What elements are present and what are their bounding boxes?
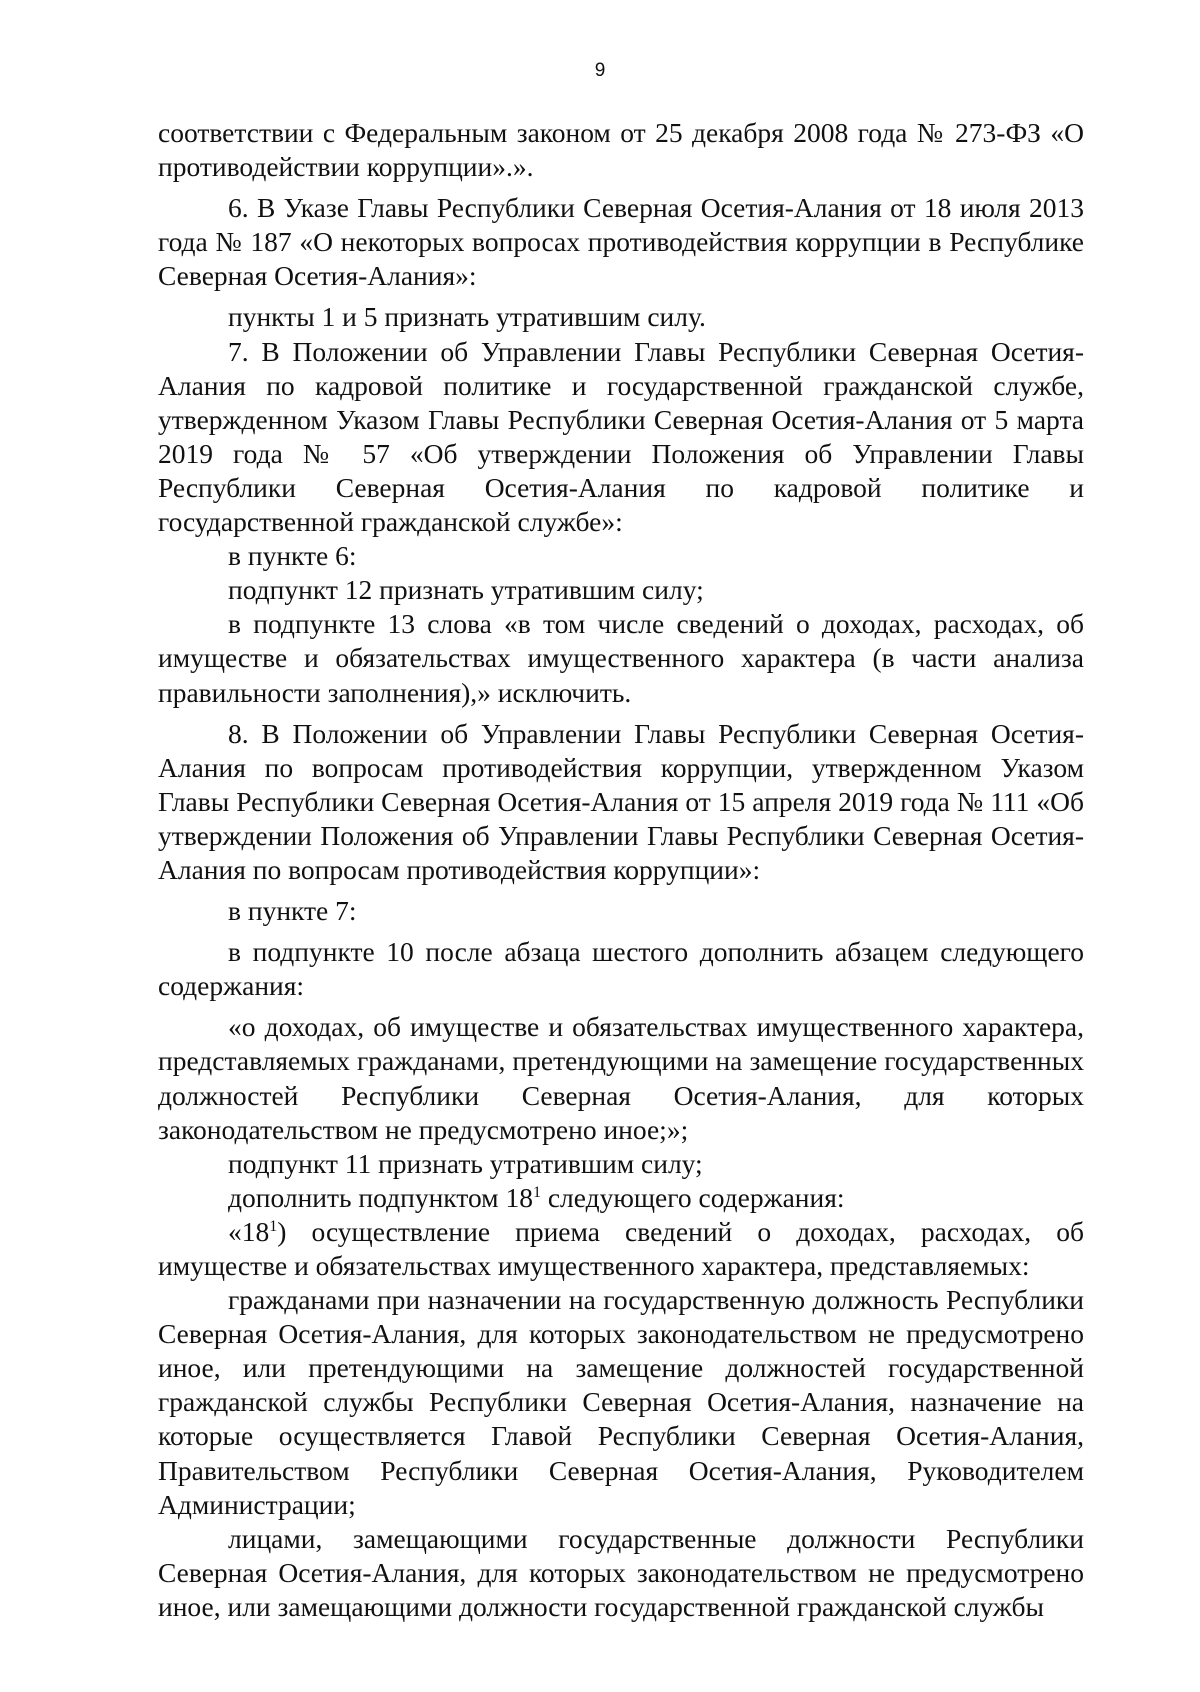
paragraph-item-8-subpoint-10: в подпункте 10 после абзаца шестого дополнить абзацем следующего содержания: [158,936,1084,1002]
paragraph-continuation: соответствии с Федеральным законом от 25 декабря 2008 года № 273-ФЗ «О противодействии коррупции».». [158,117,1084,183]
paragraph-citizens: гражданами при назначении на государственную должность Республики Северная Осетия-Алания, для которых законодательством не предусмотрено иное, или претендующими на замещение должностей государственной гражданской службы Республики Северная Осетия-Алания, назначение на которые осуществляется Главой Республики Северная Осетия-Алания, Правительством Республики Северная Осетия-Алания, Руководителем Администрации; [158,1284,1084,1520]
paragraph-persons: лицами, замещающими государственные должности Республики Северная Осетия-Алания, для которых законодательством не предусмотрено иное, или замещающими должности государственной гражданской службы [158,1522,1084,1622]
superscript: 1 [532,1183,541,1201]
paragraph-item-8: 8. В Положении об Управлении Главы Республики Северная Осетия-Алания по вопросам противодействия коррупции, утвержденном Указом Главы Республики Северная Осетия-Алания от 15 апреля 2019 года № 111 «Об утверждении Положения об Управлении Главы Республики Северная Осетия-Алания по вопросам противодействия коррупции»: [158,717,1084,885]
paragraph-add-subpoint-18-1 [158,1181,1084,1215]
paragraph-item-8-subpoint-11: подпункт 11 признать утратившим силу; [228,1147,703,1179]
text-fragment: ) осуществление приема сведений о доходах, расходах, об имуществе и обязательствах имущественного характера, представляемых: [158,1215,1084,1281]
paragraph-item-6-points: пункты 1 и 5 признать утратившим силу. [228,301,706,333]
paragraph-item-7-subpoint-13: в подпункте 13 слова «в том числе сведений о доходах, расходах, об имуществе и обязательствах имущественного характера (в части анализа правильности заполнения),» исключить. [158,608,1084,708]
paragraph-item-8-point-7: в пункте 7: [228,895,357,927]
document-body [158,116,1084,1624]
paragraph-item-7-subpoint-12: подпункт 12 признать утратившим силу; [228,574,704,606]
paragraph-item-7: 7. В Положении об Управлении Главы Республики Северная Осетия-Алания по кадровой политике и государственной гражданской службе, утвержденном Указом Главы Республики Северная Осетия-Алания от 5 марта 2019 года № 57 «Об утверждении Положения об Управлении Главы Республики Северная Осетия-Алания по кадровой политике и государственной гражданской службе»: [158,335,1084,538]
paragraph-item-6: 6. В Указе Главы Республики Северная Осетия-Алания от 18 июля 2013 года № 187 «О некоторых вопросах противодействия коррупции в Республике Северная Осетия-Алания»: [158,192,1084,292]
paragraph-item-7-point-6: в пункте 6: [228,540,357,572]
text-fragment: «18 [228,1215,270,1247]
text-fragment: следующего содержания: [540,1181,845,1213]
paragraph-quoted-addition: «о доходах, об имуществе и обязательствах имущественного характера, представляемых гражданами, претендующими на замещение государственных должностей Республики Северная Осетия-Алания, для которых законодательством не предусмотрено иное;»; [158,1011,1084,1145]
paragraph-subpoint-18-1-text [158,1215,1084,1283]
page-number: 9 [594,60,606,81]
superscript: 1 [269,1217,278,1235]
text-fragment: дополнить подпунктом 18 [228,1181,533,1213]
